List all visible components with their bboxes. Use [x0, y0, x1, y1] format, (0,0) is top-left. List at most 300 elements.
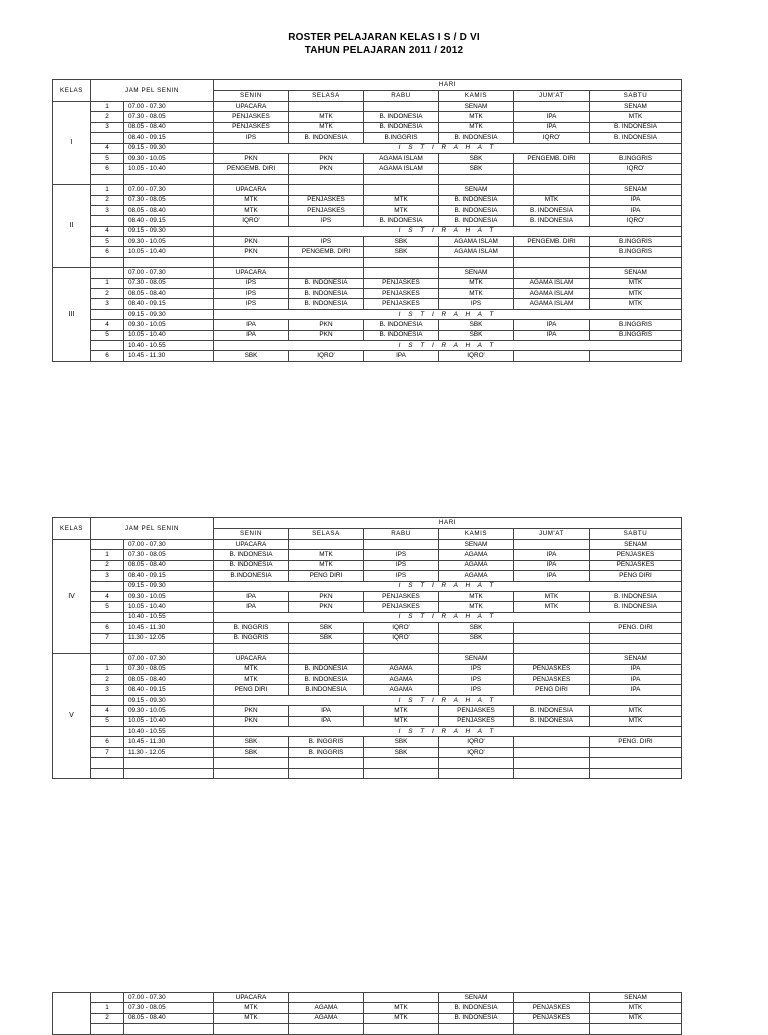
time-slot: 08.05 - 08.40	[124, 1013, 214, 1023]
subject-cell: IPA	[214, 320, 289, 330]
roster-title: ROSTER PELAJARAN KELAS I S / D VI	[288, 32, 480, 43]
istirahat-break: I S T I R A H A T	[214, 309, 682, 319]
day-header: SELASA	[289, 91, 364, 102]
subject-cell: PENG. DIRI	[590, 623, 682, 633]
schedule-row	[53, 571, 682, 581]
schedule-row	[53, 1024, 682, 1034]
subject-cell: PENJASKES	[514, 675, 590, 685]
subject-cell: B. INDONESIA	[214, 550, 289, 560]
subject-cell: B.INDONESIA	[289, 685, 364, 695]
hari-header: HARI	[214, 518, 682, 529]
period-number	[91, 268, 124, 278]
subject-cell	[364, 993, 439, 1003]
schedule-row	[53, 289, 682, 299]
subject-cell	[289, 768, 364, 778]
subject-cell: B. INDONESIA	[439, 133, 514, 143]
subject-cell: B. INGGRIS	[289, 737, 364, 747]
subject-cell: B.INGGRIS	[590, 330, 682, 340]
subject-cell: SBK	[214, 737, 289, 747]
time-slot: 08.40 - 09.15	[124, 216, 214, 226]
subject-cell	[364, 257, 439, 267]
time-slot	[124, 758, 214, 768]
subject-cell: MTK	[214, 1003, 289, 1013]
subject-cell: B. INDONESIA	[590, 591, 682, 601]
period-number	[91, 133, 124, 143]
schedule-row	[53, 205, 682, 215]
subject-cell: B.INGGRIS	[590, 320, 682, 330]
subject-cell: AGAMA ISLAM	[364, 153, 439, 163]
subject-cell: IPA	[590, 195, 682, 205]
subject-cell	[289, 268, 364, 278]
subject-cell	[214, 174, 289, 184]
time-slot: 09.15 - 09.30	[124, 581, 214, 591]
period-number: 3	[91, 685, 124, 695]
subject-cell: AGAMA	[289, 1003, 364, 1013]
period-number: 1	[91, 550, 124, 560]
subject-cell: PENGEMB. DIRI	[289, 247, 364, 257]
subject-cell: MTK	[590, 1013, 682, 1023]
time-slot: 10.45 - 11.30	[124, 623, 214, 633]
jam-pel-header: JAM PEL SENIN	[91, 518, 214, 540]
period-number: 1	[91, 102, 124, 112]
schedule-row	[53, 737, 682, 747]
time-slot: 07.30 - 08.05	[124, 112, 214, 122]
subject-cell: IQRO'	[439, 747, 514, 757]
subject-cell: B. INDONESIA	[289, 133, 364, 143]
schedule-row	[53, 643, 682, 653]
day-header: JUM'AT	[514, 91, 590, 102]
subject-cell: MTK	[364, 195, 439, 205]
kelas-cell: V	[53, 654, 91, 779]
subject-cell	[214, 643, 289, 653]
subject-cell: B. INDONESIA	[439, 216, 514, 226]
subject-cell	[289, 643, 364, 653]
subject-cell: B. INDONESIA	[364, 320, 439, 330]
subject-cell: B.INGGRIS	[590, 153, 682, 163]
subject-cell: IPS	[214, 278, 289, 288]
subject-cell: IPS	[214, 289, 289, 299]
subject-cell: SBK	[364, 247, 439, 257]
time-slot: 10.40 - 10.55	[124, 727, 214, 737]
day-header: RABU	[364, 91, 439, 102]
time-slot	[124, 643, 214, 653]
subject-cell: IPA	[590, 685, 682, 695]
subject-cell	[364, 185, 439, 195]
subject-cell	[514, 174, 590, 184]
period-number: 5	[91, 716, 124, 726]
time-slot: 10.05 - 10.40	[124, 164, 214, 174]
subject-cell: PENGEMB. DIRI	[514, 153, 590, 163]
subject-cell: IQRO'	[590, 216, 682, 226]
subject-cell	[289, 1024, 364, 1034]
subject-cell: IPA	[289, 706, 364, 716]
time-slot: 10.45 - 11.30	[124, 737, 214, 747]
subject-cell	[364, 758, 439, 768]
subject-cell	[439, 768, 514, 778]
subject-cell: B. INDONESIA	[289, 289, 364, 299]
subject-cell: PENJASKES	[364, 289, 439, 299]
subject-cell: AGAMA ISLAM	[514, 299, 590, 309]
period-number	[91, 654, 124, 664]
period-number	[91, 993, 124, 1003]
subject-cell: IQRO'	[439, 737, 514, 747]
subject-cell: MTK	[590, 278, 682, 288]
schedule-row	[53, 268, 682, 278]
subject-cell: PKN	[214, 706, 289, 716]
subject-cell: B.INGGRIS	[364, 133, 439, 143]
subject-cell: MTK	[514, 602, 590, 612]
subject-cell: MTK	[590, 1003, 682, 1013]
subject-cell: MTK	[590, 112, 682, 122]
subject-cell: AGAMA ISLAM	[514, 278, 590, 288]
subject-cell: IQRO'	[439, 351, 514, 361]
subject-cell: PENJASKES	[214, 112, 289, 122]
subject-cell: B. INDONESIA	[439, 1003, 514, 1013]
subject-cell: IPA	[590, 675, 682, 685]
subject-cell: PKN	[214, 153, 289, 163]
subject-cell: MTK	[214, 1013, 289, 1023]
subject-cell: IPA	[590, 664, 682, 674]
period-number: 6	[91, 247, 124, 257]
subject-cell: AGAMA ISLAM	[439, 237, 514, 247]
subject-cell: IPA	[590, 205, 682, 215]
schedule-row	[53, 320, 682, 330]
subject-cell: MTK	[364, 706, 439, 716]
schedule-row	[53, 122, 682, 132]
schedule-row	[53, 1013, 682, 1023]
subject-cell: B.INGGRIS	[590, 247, 682, 257]
roster-subtitle: TAHUN PELAJARAN 2011 / 2012	[304, 45, 464, 56]
subject-cell	[364, 643, 439, 653]
subject-cell	[289, 758, 364, 768]
subject-cell: AGAMA	[364, 685, 439, 695]
time-slot: 09.30 - 10.05	[124, 237, 214, 247]
subject-cell	[514, 257, 590, 267]
subject-cell: SBK	[289, 623, 364, 633]
time-slot: 09.30 - 10.05	[124, 153, 214, 163]
subject-cell	[439, 257, 514, 267]
subject-cell: IPA	[514, 330, 590, 340]
subject-cell: MTK	[439, 122, 514, 132]
day-header: SELASA	[289, 529, 364, 540]
subject-cell: B. INDONESIA	[439, 205, 514, 215]
subject-cell	[514, 540, 590, 550]
schedule-row	[53, 257, 682, 267]
subject-cell: AGAMA	[364, 675, 439, 685]
subject-cell	[439, 1024, 514, 1034]
subject-cell: SENAM	[590, 268, 682, 278]
subject-cell	[514, 737, 590, 747]
subject-cell	[590, 747, 682, 757]
schedule-row	[53, 612, 682, 622]
period-number	[91, 257, 124, 267]
subject-cell	[514, 993, 590, 1003]
schedule-row	[53, 102, 682, 112]
schedule-row	[53, 216, 682, 226]
schedule-row	[53, 758, 682, 768]
period-number: 2	[91, 195, 124, 205]
schedule-row	[53, 185, 682, 195]
kelas-cell: IV	[53, 540, 91, 654]
subject-cell: SENAM	[439, 185, 514, 195]
kelas-cell: III	[53, 268, 91, 362]
subject-cell: MTK	[439, 602, 514, 612]
subject-cell: SENAM	[439, 268, 514, 278]
subject-cell: AGAMA	[439, 571, 514, 581]
schedule-row	[53, 550, 682, 560]
subject-cell: IPA	[289, 716, 364, 726]
subject-cell: UPACARA	[214, 654, 289, 664]
subject-cell: MTK	[439, 112, 514, 122]
subject-cell: IPS	[214, 133, 289, 143]
subject-cell: IPS	[214, 299, 289, 309]
subject-cell	[514, 758, 590, 768]
schedule-row	[53, 623, 682, 633]
roster-table	[52, 79, 682, 362]
time-slot: 08.40 - 09.15	[124, 571, 214, 581]
time-slot: 07.30 - 08.05	[124, 195, 214, 205]
subject-cell: MTK	[514, 591, 590, 601]
subject-cell	[289, 654, 364, 664]
period-number: 3	[91, 205, 124, 215]
time-slot: 07.30 - 08.05	[124, 664, 214, 674]
day-header: KAMIS	[439, 529, 514, 540]
subject-cell: MTK	[214, 195, 289, 205]
subject-cell: SBK	[439, 153, 514, 163]
subject-cell: IQRO'	[590, 164, 682, 174]
subject-cell: PKN	[289, 591, 364, 601]
subject-cell: MTK	[289, 112, 364, 122]
subject-cell: SENAM	[439, 540, 514, 550]
time-slot: 10.40 - 10.55	[124, 340, 214, 350]
subject-cell: MTK	[364, 716, 439, 726]
schedule-row	[53, 278, 682, 288]
subject-cell: PENJASKES	[514, 1013, 590, 1023]
subject-cell: PENG DIRI	[590, 571, 682, 581]
subject-cell: B. INDONESIA	[590, 133, 682, 143]
subject-cell: AGAMA	[439, 550, 514, 560]
subject-cell: PENJASKES	[214, 122, 289, 132]
subject-cell: SENAM	[590, 185, 682, 195]
time-slot: 08.05 - 08.40	[124, 122, 214, 132]
schedule-row	[53, 633, 682, 643]
istirahat-break: I S T I R A H A T	[214, 695, 682, 705]
subject-cell: PENJASKES	[590, 560, 682, 570]
subject-cell: UPACARA	[214, 102, 289, 112]
subject-cell: UPACARA	[214, 540, 289, 550]
subject-cell: PENJASKES	[364, 602, 439, 612]
subject-cell	[289, 185, 364, 195]
time-slot: 09.15 - 09.30	[124, 143, 214, 153]
subject-cell: PENJASKES	[590, 550, 682, 560]
subject-cell: PENJASKES	[364, 278, 439, 288]
subject-cell: IPA	[214, 602, 289, 612]
schedule-row	[53, 768, 682, 778]
subject-cell	[590, 174, 682, 184]
subject-cell: IPA	[364, 351, 439, 361]
subject-cell: PKN	[289, 330, 364, 340]
schedule-row	[53, 560, 682, 570]
subject-cell: B. INDONESIA	[364, 330, 439, 340]
subject-cell: PENJASKES	[439, 706, 514, 716]
subject-cell: SBK	[364, 737, 439, 747]
subject-cell: IQRO'	[214, 216, 289, 226]
period-number: 5	[91, 602, 124, 612]
subject-cell	[590, 257, 682, 267]
subject-cell: IPS	[439, 299, 514, 309]
subject-cell: B. INDONESIA	[289, 299, 364, 309]
subject-cell: B. INDONESIA	[214, 560, 289, 570]
subject-cell	[364, 102, 439, 112]
header-row	[53, 80, 682, 91]
time-slot: 08.05 - 08.40	[124, 205, 214, 215]
schedule-row	[53, 195, 682, 205]
period-number: 6	[91, 737, 124, 747]
subject-cell: SENAM	[590, 654, 682, 664]
schedule-row	[53, 654, 682, 664]
schedule-row	[53, 727, 682, 737]
schedule-row	[53, 330, 682, 340]
subject-cell	[289, 102, 364, 112]
period-number: 2	[91, 112, 124, 122]
subject-cell	[364, 654, 439, 664]
subject-cell	[364, 1024, 439, 1034]
subject-cell: PKN	[289, 153, 364, 163]
time-slot: 07.30 - 08.05	[124, 550, 214, 560]
subject-cell: IPS	[439, 664, 514, 674]
subject-cell	[514, 623, 590, 633]
subject-cell: PENJASKES	[364, 299, 439, 309]
subject-cell: IPA	[214, 591, 289, 601]
subject-cell	[364, 268, 439, 278]
subject-cell: MTK	[439, 278, 514, 288]
period-number: 2	[91, 1013, 124, 1023]
subject-cell: MTK	[514, 195, 590, 205]
time-slot: 09.15 - 09.30	[124, 695, 214, 705]
subject-cell	[289, 540, 364, 550]
subject-cell: MTK	[289, 122, 364, 132]
subject-cell: PENGEMB. DIRI	[514, 237, 590, 247]
subject-cell: PENG DIRI	[514, 685, 590, 695]
subject-cell: PENJASKES	[289, 195, 364, 205]
subject-cell: IPA	[514, 112, 590, 122]
schedule-row	[53, 237, 682, 247]
istirahat-break: I S T I R A H A T	[214, 612, 682, 622]
subject-cell	[289, 993, 364, 1003]
subject-cell: SBK	[214, 351, 289, 361]
period-number: 1	[91, 1003, 124, 1013]
subject-cell: IQRO'	[364, 623, 439, 633]
time-slot: 07.00 - 07.30	[124, 268, 214, 278]
time-slot: 10.05 - 10.40	[124, 247, 214, 257]
schedule-row	[53, 581, 682, 591]
period-number: 2	[91, 560, 124, 570]
schedule-row	[53, 993, 682, 1003]
kelas-header: KELAS	[53, 518, 91, 540]
subject-cell	[514, 654, 590, 664]
subject-cell: UPACARA	[214, 185, 289, 195]
timetable-block-3	[52, 992, 681, 1035]
schedule-row	[53, 685, 682, 695]
time-slot: 11.30 - 12.05	[124, 633, 214, 643]
period-number: 1	[91, 664, 124, 674]
time-slot	[124, 257, 214, 267]
period-number: 3	[91, 122, 124, 132]
subject-cell: B. INDONESIA	[439, 1013, 514, 1023]
hari-header: HARI	[214, 80, 682, 91]
subject-cell: IPA	[514, 560, 590, 570]
subject-cell: PKN	[289, 320, 364, 330]
time-slot: 10.05 - 10.40	[124, 602, 214, 612]
period-number: 4	[91, 226, 124, 236]
jam-pel-header: JAM PEL SENIN	[91, 80, 214, 102]
subject-cell: B. INDONESIA	[590, 602, 682, 612]
subject-cell: SENAM	[590, 540, 682, 550]
subject-cell	[289, 257, 364, 267]
day-header: SENIN	[214, 91, 289, 102]
subject-cell: B. INDONESIA	[364, 112, 439, 122]
period-number: 3	[91, 299, 124, 309]
time-slot: 10.45 - 11.30	[124, 351, 214, 361]
subject-cell: AGAMA	[364, 664, 439, 674]
subject-cell: IPA	[514, 550, 590, 560]
time-slot: 07.00 - 07.30	[124, 993, 214, 1003]
time-slot: 10.05 - 10.40	[124, 330, 214, 340]
period-number	[91, 540, 124, 550]
subject-cell: B.INDONESIA	[214, 571, 289, 581]
schedule-row	[53, 716, 682, 726]
day-header: JUM'AT	[514, 529, 590, 540]
istirahat-break: I S T I R A H A T	[214, 340, 682, 350]
time-slot: 10.05 - 10.40	[124, 716, 214, 726]
time-slot: 07.00 - 07.30	[124, 102, 214, 112]
istirahat-break: I S T I R A H A T	[214, 143, 682, 153]
subject-cell: IPS	[439, 685, 514, 695]
subject-cell	[439, 174, 514, 184]
schedule-row	[53, 602, 682, 612]
subject-cell: MTK	[364, 205, 439, 215]
time-slot: 08.05 - 08.40	[124, 289, 214, 299]
kelas-cell	[53, 993, 91, 1035]
kelas-header: KELAS	[53, 80, 91, 102]
period-number: 5	[91, 153, 124, 163]
period-number: 6	[91, 351, 124, 361]
time-slot: 08.40 - 09.15	[124, 685, 214, 695]
subject-cell: MTK	[214, 664, 289, 674]
subject-cell: SBK	[439, 330, 514, 340]
subject-cell: IPS	[364, 550, 439, 560]
time-slot: 09.15 - 09.30	[124, 226, 214, 236]
header-row	[53, 518, 682, 529]
subject-cell	[590, 1024, 682, 1034]
subject-cell: PENG. DIRI	[590, 737, 682, 747]
subject-cell: B. INGGRIS	[289, 747, 364, 757]
subject-cell	[514, 247, 590, 257]
schedule-row	[53, 591, 682, 601]
time-slot	[124, 768, 214, 778]
subject-cell: IQRO'	[364, 633, 439, 643]
time-slot: 09.15 - 09.30	[124, 309, 214, 319]
subject-cell: AGAMA ISLAM	[439, 247, 514, 257]
istirahat-break: I S T I R A H A T	[214, 727, 682, 737]
subject-cell: PENJASKES	[289, 205, 364, 215]
kelas-cell: II	[53, 185, 91, 268]
subject-cell: SENAM	[590, 993, 682, 1003]
roster-table	[52, 992, 682, 1035]
subject-cell: PKN	[214, 237, 289, 247]
subject-cell: SENAM	[439, 993, 514, 1003]
istirahat-break: I S T I R A H A T	[214, 226, 682, 236]
